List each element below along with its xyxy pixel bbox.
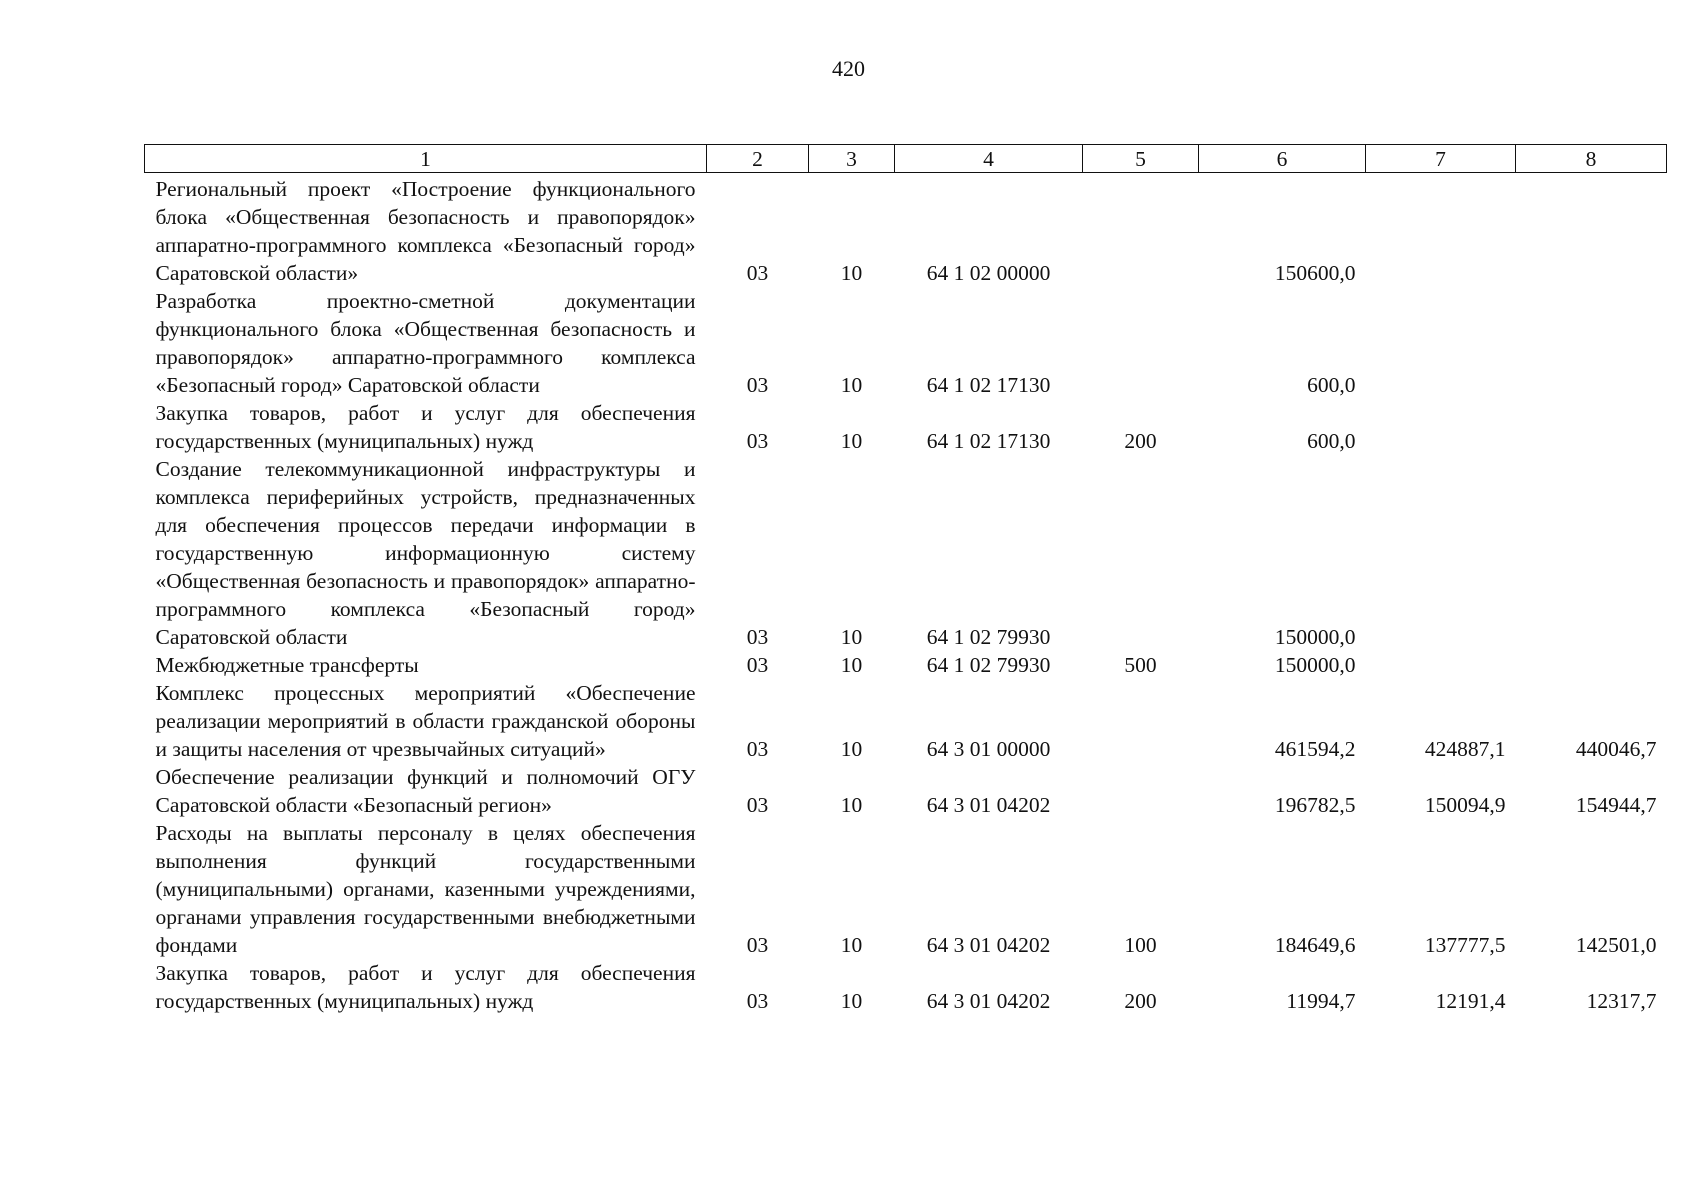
amount-col-7 [1366,651,1516,679]
table-body [145,173,1667,1016]
amount-col-6: 184649,6 [1274,933,1356,957]
subsection-code: 10 [840,737,863,761]
target-article-code: 64 3 01 04202 [926,933,1051,957]
target-article-code: 64 3 01 00000 [926,737,1051,761]
target-article-code: 64 3 01 04202 [926,793,1051,817]
amount-col-6: 11994,7 [1286,989,1356,1013]
amount-col-6: 600,0 [1307,373,1356,397]
section-code: 03 [746,737,769,761]
column-header-2: 2 [707,145,809,173]
table-row [145,399,1667,455]
amount-col-6: 150600,0 [1274,261,1356,285]
subsection-code: 10 [840,261,863,285]
column-header-6: 6 [1199,145,1366,173]
amount-col-8: 142501,0 [1575,933,1657,957]
column-header-4: 4 [895,145,1083,173]
table-header [145,145,1667,173]
section-code: 03 [746,373,769,397]
table-row [145,679,1667,763]
item-name: Создание телекоммуникационной инфраструктуры и комплекса периферийных устройств, предназначенных для обеспечения процессов передачи информации в государственную информационную систему «Общественная безопасность и правопорядок» аппаратно-программного комплекса «Безопасный город» Саратовской области [155,457,696,649]
expense-type-code: 100 [1124,933,1157,957]
amount-col-7 [1366,287,1516,399]
target-article-code: 64 1 02 79930 [926,625,1051,649]
budget-table [144,144,1667,1015]
amount-col-7: 424887,1 [1424,737,1506,761]
item-name: Расходы на выплаты персоналу в целях обеспечения выполнения функций государственными (муниципальными) органами, казенными учреждениями, органами управления государственными внебюджетными фондами [155,821,696,957]
amount-col-8 [1516,173,1667,288]
section-code: 03 [746,625,769,649]
header-row [145,145,1667,173]
amount-col-8: 154944,7 [1575,793,1657,817]
table-row [145,959,1667,1015]
amount-col-6: 196782,5 [1274,793,1356,817]
item-name: Региональный проект «Построение функционального блока «Общественная безопасность и правопорядок» аппаратно-программного комплекса «Безопасный город» Саратовской области» [155,177,696,285]
column-header-5: 5 [1083,145,1199,173]
amount-col-8: 440046,7 [1575,737,1657,761]
amount-col-7 [1366,399,1516,455]
item-name: Закупка товаров, работ и услуг для обеспечения государственных (муниципальных) нужд [155,961,696,1013]
section-code: 03 [746,653,769,677]
target-article-code: 64 1 02 00000 [926,261,1051,285]
table-row [145,763,1667,819]
section-code: 03 [746,429,769,453]
section-code: 03 [746,793,769,817]
expense-type-code [1083,173,1199,288]
expense-type-code: 200 [1124,989,1157,1013]
subsection-code: 10 [840,373,863,397]
target-article-code: 64 1 02 17130 [926,429,1051,453]
target-article-code: 64 1 02 79930 [926,653,1051,677]
amount-col-8 [1516,287,1667,399]
subsection-code: 10 [840,429,863,453]
amount-col-8 [1516,651,1667,679]
table-row [145,819,1667,959]
subsection-code: 10 [840,933,863,957]
column-header-3: 3 [809,145,895,173]
page-number: 420 [832,56,865,81]
amount-col-7 [1366,173,1516,288]
column-header-8: 8 [1516,145,1667,173]
amount-col-7: 12191,4 [1435,989,1506,1013]
item-name: Разработка проектно-сметной документации функционального блока «Общественная безопасность и правопорядок» аппаратно-программного комплекса «Безопасный город» Саратовской области [155,289,696,397]
target-article-code: 64 1 02 17130 [926,373,1051,397]
expense-type-code: 500 [1124,653,1157,677]
item-name: Межбюджетные трансферты [155,653,419,677]
column-header-7: 7 [1366,145,1516,173]
amount-col-7 [1366,455,1516,651]
amount-col-7: 137777,5 [1424,933,1506,957]
amount-col-6: 150000,0 [1274,625,1356,649]
item-name: Закупка товаров, работ и услуг для обеспечения государственных (муниципальных) нужд [155,401,696,453]
table-row [145,287,1667,399]
subsection-code: 10 [840,793,863,817]
expense-type-code: 200 [1124,429,1157,453]
item-name: Обеспечение реализации функций и полномочий ОГУ Саратовской области «Безопасный регион» [155,765,696,817]
subsection-code: 10 [840,989,863,1013]
target-article-code: 64 3 01 04202 [926,989,1051,1013]
section-code: 03 [746,261,769,285]
expense-type-code [1083,455,1199,651]
item-name: Комплекс процессных мероприятий «Обеспечение реализации мероприятий в области гражданской обороны и защиты населения от чрезвычайных ситуаций» [155,681,696,761]
section-code: 03 [746,933,769,957]
expense-type-code [1083,679,1199,763]
amount-col-6: 600,0 [1307,429,1356,453]
amount-col-7: 150094,9 [1424,793,1506,817]
amount-col-6: 150000,0 [1274,653,1356,677]
subsection-code: 10 [840,625,863,649]
expense-type-code [1083,287,1199,399]
table-row [145,455,1667,651]
expense-type-code [1083,763,1199,819]
column-header-1: 1 [145,145,707,173]
amount-col-6: 461594,2 [1274,737,1356,761]
amount-col-8 [1516,399,1667,455]
table-row [145,651,1667,679]
amount-col-8 [1516,455,1667,651]
table-row [145,173,1667,288]
section-code: 03 [746,989,769,1013]
amount-col-8: 12317,7 [1586,989,1657,1013]
subsection-code: 10 [840,653,863,677]
